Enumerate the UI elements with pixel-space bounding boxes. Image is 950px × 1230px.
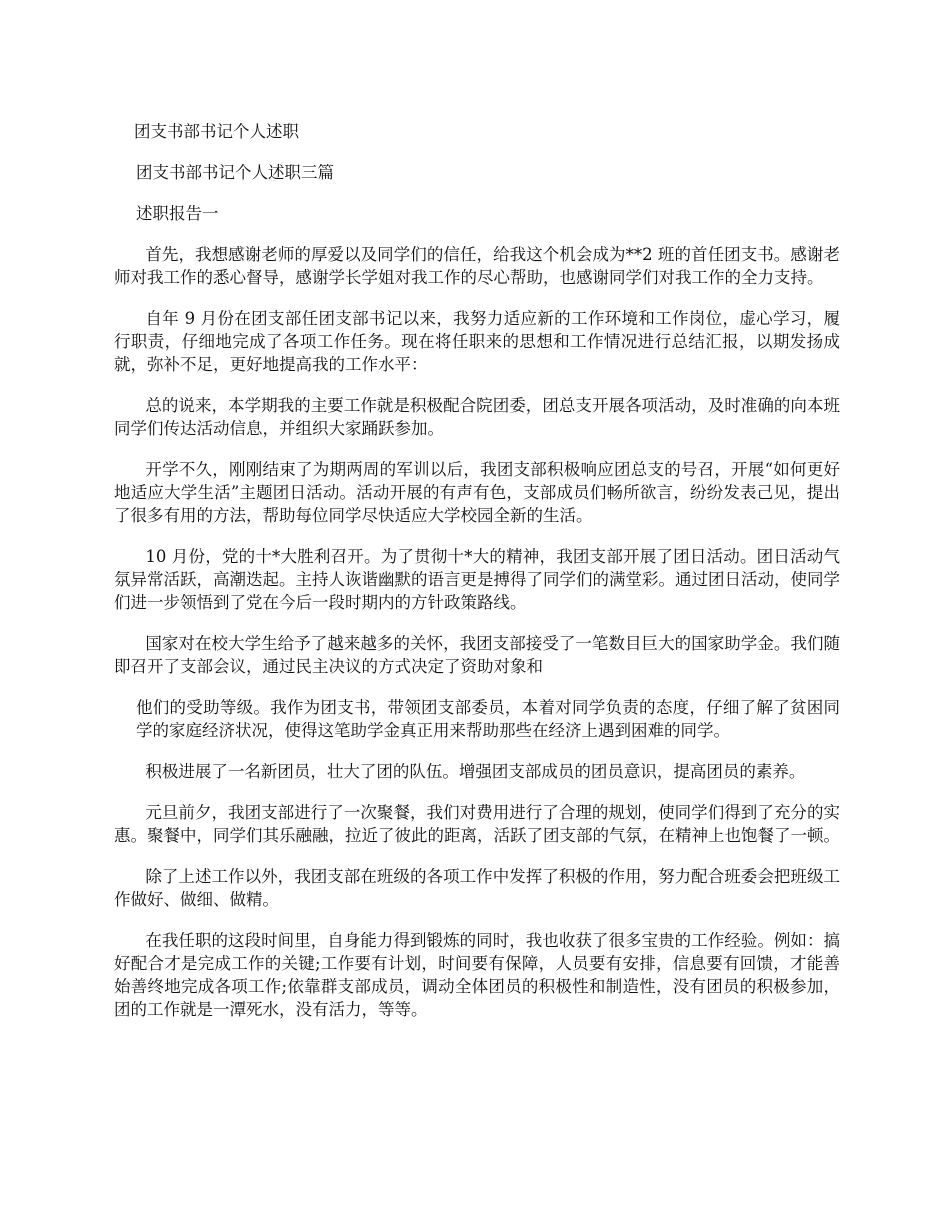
document-body xyxy=(114,120,840,1039)
document-title: 团支书部书记个人述职 xyxy=(134,122,299,141)
paragraph: 他们的受助等级。我作为团支书，带领团支部委员，本着对同学负责的态度，仔细了解了贫困同学的家庭经济状况，使得这笔助学金真正用来帮助那些在经济上遇到困难的同学。 xyxy=(136,698,840,740)
paragraph: 总的说来，本学期我的主要工作就是积极配合院团委，团总支开展各项活动，及时准确的向本班同学们传达活动信息，并组织大家踊跃参加。 xyxy=(114,396,840,438)
paragraph: 国家对在校大学生给予了越来越多的关怀，我团支部接受了一笔数目巨大的国家助学金。我们随即召开了支部会议，通过民主决议的方式决定了资助对象和 xyxy=(114,634,840,676)
paragraph: 积极进展了一名新团员，壮大了团的队伍。增强团支部成员的团员意识，提高团员的素养。 xyxy=(145,762,806,781)
paragraph: 元旦前夕，我团支部进行了一次聚餐，我们对费用进行了合理的规划，使同学们得到了充分的实惠。聚餐中，同学们其乐融融，拉近了彼此的距离，活跃了团支部的气氛，在精神上也饱餐了一顿。 xyxy=(114,803,840,845)
paragraph: 自年 9 月份在团支部任团支部书记以来，我努力适应新的工作环境和工作岗位，虚心学习，履行职责，仔细地完成了各项工作任务。现在将任职来的思想和工作情况进行总结汇报，以期发扬成就，弥补不足，更好地提高我的工作水平： xyxy=(114,309,840,374)
section-heading: 述职报告一 xyxy=(136,204,219,223)
paragraph: 首先，我想感谢老师的厚爱以及同学们的信任，给我这个机会成为**2 班的首任团支书。感谢老师对我工作的悉心督导，感谢学长学姐对我工作的尽心帮助，也感谢同学们对我工作的全力支持。 xyxy=(114,245,840,287)
document-subtitle: 团支书部书记个人述职三篇 xyxy=(136,163,334,182)
paragraph: 除了上述工作以外，我团支部在班级的各项工作中发挥了积极的作用，努力配合班委会把班级工作做好、做细、做精。 xyxy=(114,867,840,909)
paragraph: 开学不久，刚刚结束了为期两周的军训以后，我团支部积极响应团总支的号召，开展“如何更好地适应大学生活”主题团日活动。活动开展的有声有色，支部成员们畅所欲言，纷纷发表己见，提出了很多有用的方法，帮助每位同学尽快适应大学校园全新的生活。 xyxy=(114,460,840,525)
paragraph: 10 月份，党的十*大胜利召开。为了贯彻十*大的精神，我团支部开展了团日活动。团日活动气氛异常活跃，高潮迭起。主持人诙谐幽默的语言更是搏得了同学们的满堂彩。通过团日活动，使同学们进一步领悟到了党在今后一段时期内的方针政策路线。 xyxy=(114,547,840,612)
paragraph: 在我任职的这段时间里，自身能力得到锻炼的同时，我也收获了很多宝贵的工作经验。例如：搞好配合才是完成工作的关键;工作要有计划，时间要有保障，人员要有安排，信息要有回馈，才能善始善终地完成各项工作;依靠群支部成员，调动全体团员的积极性和制造性，没有团员的积极参加，团的工作就是一潭死水，没有活力，等等。 xyxy=(114,931,840,1019)
